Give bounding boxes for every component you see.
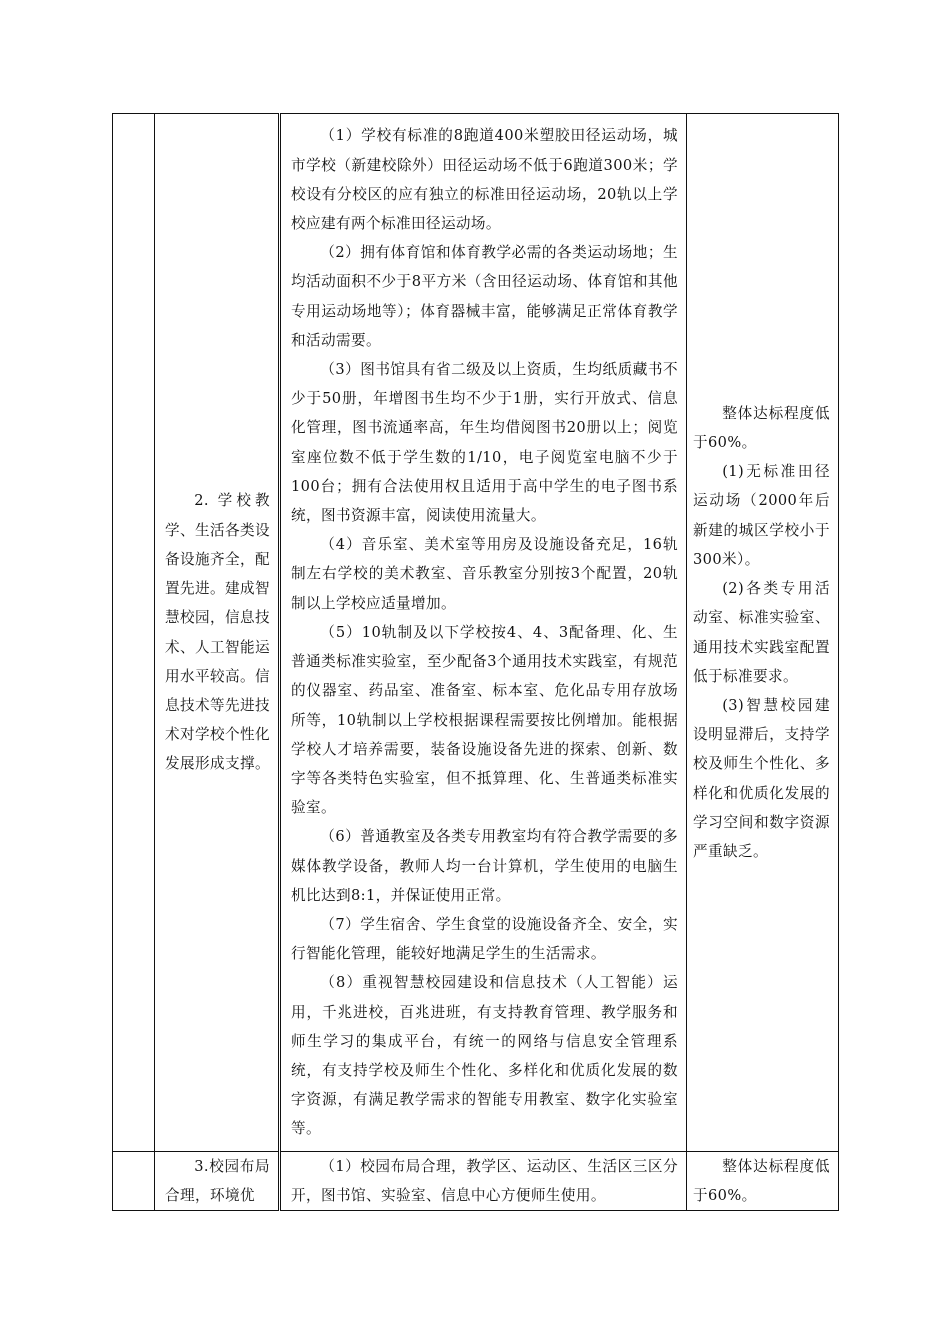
requirement-item: （7）学生宿舍、学生食堂的设施设备齐全、安全，实行智能化管理，能较好地满足学生的生活需求。 — [291, 915, 678, 963]
requirement-item: （4）音乐室、美术室等用房及设施设备充足，16轨制左右学校的美术教室、音乐教室分别按3个配置，20轨制以上学校应适量增加。 — [291, 536, 678, 612]
nonstandard-item: 整体达标程度低于60%。 — [693, 404, 830, 452]
table-row — [113, 114, 839, 1152]
nonstandard-cell — [687, 114, 839, 1152]
table-row — [113, 1152, 839, 1211]
nonstandard-item: (2)各类专用活动室、标准实验室、通用技术实践室配置低于标准要求。 — [693, 580, 830, 685]
nonstandard-cell — [687, 1152, 839, 1211]
empty-category-cell — [113, 114, 155, 1152]
requirement-item: （1）校园布局合理，教学区、运动区、生活区三区分开，图书馆、实验室、信息中心方便师生使用。 — [291, 1158, 678, 1205]
requirements-cell — [280, 114, 687, 1152]
evaluation-table — [112, 113, 839, 1211]
criterion-text: 2. 学校教学、生活各类设备设施齐全，配置先进。建成智慧校园，信息技术、人工智能运用水平较高。信息技术等先进技术对学校个性化发展形成支撑。 — [165, 492, 270, 773]
requirement-item: （8）重视智慧校园建设和信息技术（人工智能）运用，千兆进校，百兆进班，有支持教育管理、教学服务和师生学习的集成平台，有统一的网络与信息安全管理系统，有支持学校及师生个性化、多样化和优质化发展的数字资源，有满足教学需求的智能专用教室、数字化实验室等。 — [291, 974, 678, 1138]
nonstandard-item: (3)智慧校园建设明显滞后，支持学校及师生个性化、多样化和优质化发展的学习空间和数字资源严重缺乏。 — [693, 696, 830, 860]
nonstandard-item: (1)无标准田径运动场（2000年后新建的城区学校小于300米）。 — [693, 463, 830, 568]
requirement-item: （1）学校有标准的8跑道400米塑胶田径运动场，城市学校（新建校除外）田径运动场不低于6跑道300米；学校设有分校区的应有独立的标准田径运动场，20轨以上学校应建有两个标准田径运动场。 — [291, 127, 678, 233]
criterion-cell — [155, 1152, 280, 1211]
requirement-item: （5）10轨制及以下学校按4、4、3配备理、化、生普通类标准实验室，至少配备3个通用技术实践室，有规范的仪器室、药品室、准备室、标本室、危化品专用存放场所等，10轨制以上学校根据课程需要按比例增加。能根据学校人才培养需要，装备设施设备先进的探索、创新、数字等各类特色实验室，但不抵算理、化、生普通类标准实验室。 — [291, 623, 678, 817]
requirement-item: （6）普通教室及各类专用教室均有符合教学需要的多媒体教学设备，教师人均一台计算机，学生使用的电脑生机比达到8:1，并保证使用正常。 — [291, 828, 678, 904]
criterion-cell — [155, 114, 280, 1152]
nonstandard-item: 整体达标程度低于60%。 — [693, 1158, 830, 1205]
requirement-item: （3）图书馆具有省二级及以上资质，生均纸质藏书不少于50册，年增图书生均不少于1册，实行开放式、信息化管理，图书流通率高，年生均借阅图书20册以上；阅览室座位数不低于学生数的1/10，电子阅览室电脑不少于100台；拥有合法使用权且适用于高中学生的电子图书系统，图书资源丰富，阅读使用流量大。 — [291, 361, 678, 525]
requirement-item: （2）拥有体育馆和体育教学必需的各类运动场地；生均活动面积不少于8平方米（含田径运动场、体育馆和其他专用运动场地等）；体育器械丰富，能够满足正常体育教学和活动需要。 — [291, 244, 678, 349]
criterion-text: 3.校园布局合理，环境优 — [165, 1158, 270, 1205]
empty-category-cell — [113, 1152, 155, 1211]
requirements-cell — [280, 1152, 687, 1211]
